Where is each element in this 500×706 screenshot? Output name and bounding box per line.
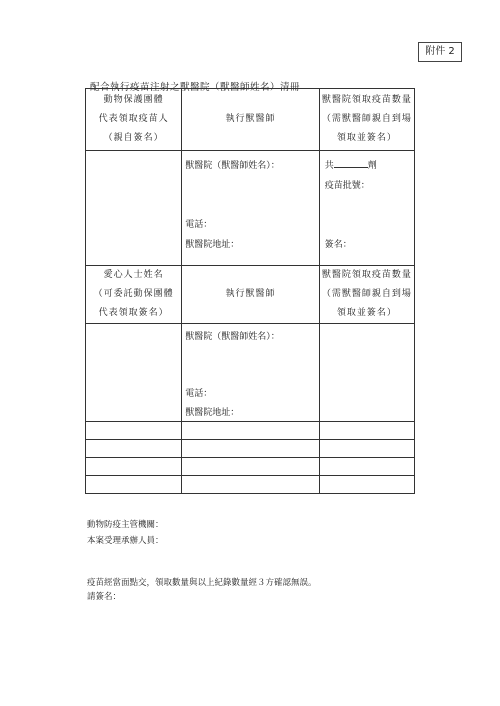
table-row xyxy=(86,440,415,458)
header-vaccine-quantity-2: 獸醫院領取疫苗數量 （需獸醫師親自到場 領取並簽名） xyxy=(319,266,414,324)
doses-blank-field[interactable] xyxy=(334,159,368,168)
header-vet: 執行獸醫師 xyxy=(182,89,319,151)
table-row xyxy=(86,458,415,476)
registry-table xyxy=(85,88,415,494)
final-sign-label: 請簽名： xyxy=(87,592,122,602)
header-donor-name: 愛心人士姓名 （可委託動保團體 代表領取簽名） xyxy=(86,266,182,324)
vet-info-cell-2[interactable] xyxy=(182,324,319,422)
section2-body-row xyxy=(86,324,415,422)
vet-name-label-2: 獸醫院（獸醫師姓名）： xyxy=(185,332,280,342)
vet-name-label: 獸醫院（獸醫師姓名）： xyxy=(185,161,280,171)
header-vaccine-quantity: 獸醫院領取疫苗數量 （需獸醫師親自到場 領取並簽名） xyxy=(319,89,414,151)
confirm-text: 疫苗經當面點交，領取數量與以上紀錄數量經３方確認無誤。 xyxy=(87,578,317,588)
phone-label: 電話： xyxy=(185,220,213,230)
header-group-rep: 動物保護團體 代表領取疫苗人 （親自簽名） xyxy=(86,89,182,151)
phone-label-2: 電話： xyxy=(185,389,213,399)
vaccine-quantity-cell[interactable] xyxy=(319,151,414,266)
lot-number-label: 疫苗批號： xyxy=(324,181,370,191)
total-doses: 共 劑 xyxy=(324,161,377,171)
form-title: 配合執行疫苗注射之獸醫院（獸醫師姓名）清冊 xyxy=(90,82,301,93)
handler-label: 本案受理承辦人員： xyxy=(87,536,164,546)
attachment-label: 附件 2 xyxy=(418,42,462,62)
donor-signature-cell[interactable] xyxy=(86,324,182,422)
section2-header-row xyxy=(86,266,415,324)
vet-info-cell[interactable] xyxy=(182,151,319,266)
header-vet-2: 執行獸醫師 xyxy=(182,266,319,324)
authority-label: 動物防疫主管機關： xyxy=(87,520,164,530)
table-row xyxy=(86,422,415,440)
section1-body-row xyxy=(86,151,415,266)
vaccine-quantity-cell-2[interactable] xyxy=(319,324,414,422)
table-row xyxy=(86,476,415,494)
section1-header-row xyxy=(86,89,415,151)
sign-label: 簽名： xyxy=(324,240,352,250)
address-label-2: 獸醫院地址： xyxy=(185,408,240,418)
address-label: 獸醫院地址： xyxy=(185,240,240,250)
group-rep-signature-cell[interactable] xyxy=(86,151,182,266)
